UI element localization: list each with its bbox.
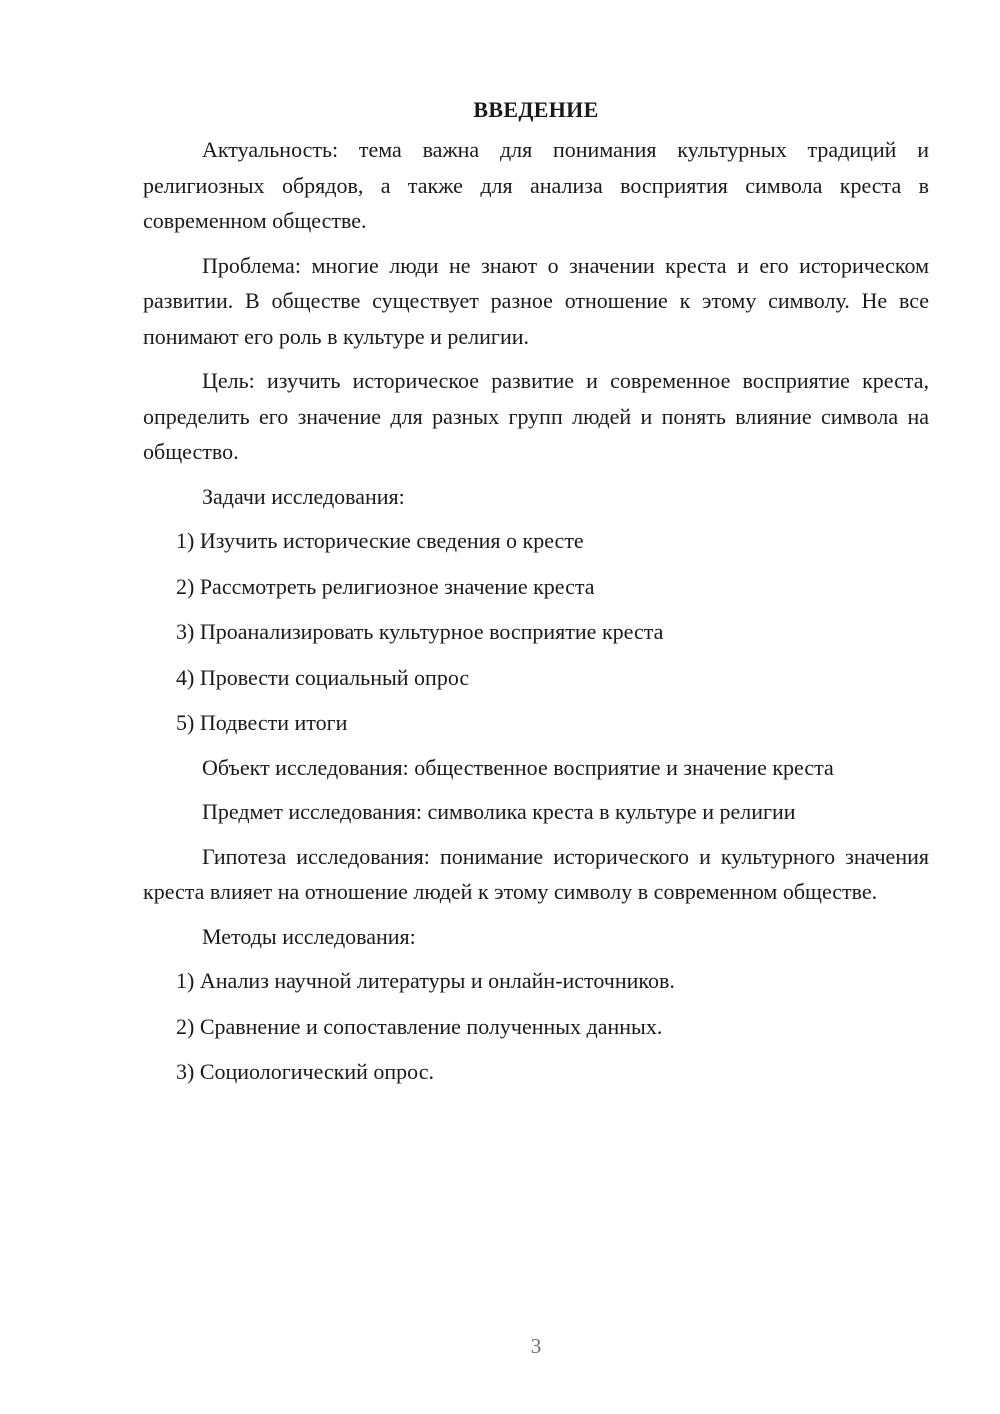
method-item: 3) Социологический опрос. [176,1059,434,1084]
tasks-heading: Задачи исследования: [202,483,405,509]
problem-paragraph: Проблема: многие люди не знают о значении креста и его историческом развитии. В обществе существует разное отношение к этому символу. Не все понимают его роль в культуре и религии. [143,252,929,349]
task-item: 2) Рассмотреть религиозное значение креста [176,573,595,599]
task-item: 4) Провести социальный опрос [176,664,470,690]
document-body [143,92,929,1099]
tasks-list [143,523,929,741]
task-item: 1) Изучить исторические сведения о кресте [176,528,584,553]
relevance-paragraph: Актуальность: тема важна для понимания культурных традиций и религиозных обрядов, а также для анализа восприятия символа креста в современном обществе. [143,137,929,233]
task-item: 5) Подвести итоги [176,710,348,735]
task-item: 3) Проанализировать культурное восприятие креста [176,619,664,644]
subject-paragraph: Предмет исследования: символика креста в культуре и религии [202,799,796,824]
page-title: ВВЕДЕНИЕ [473,97,599,122]
methods-list [143,963,929,1090]
method-item: 2) Сравнение и сопоставление полученных данных. [176,1013,663,1039]
methods-heading: Методы исследования: [202,923,416,949]
object-paragraph: Объект исследования: общественное восприятие и значение креста [202,754,834,780]
hypothesis-paragraph: Гипотеза исследования: понимание исторического и культурного значения креста влияет на отношение людей к этому символу в современном обществе. [143,843,929,904]
goal-paragraph: Цель: изучить историческое развитие и современное восприятие креста, определить его значение для разных групп людей и понять влияние символа на общество. [143,368,929,464]
page-number: 3 [530,1334,542,1358]
method-item: 1) Анализ научной литературы и онлайн-источников. [176,968,675,993]
